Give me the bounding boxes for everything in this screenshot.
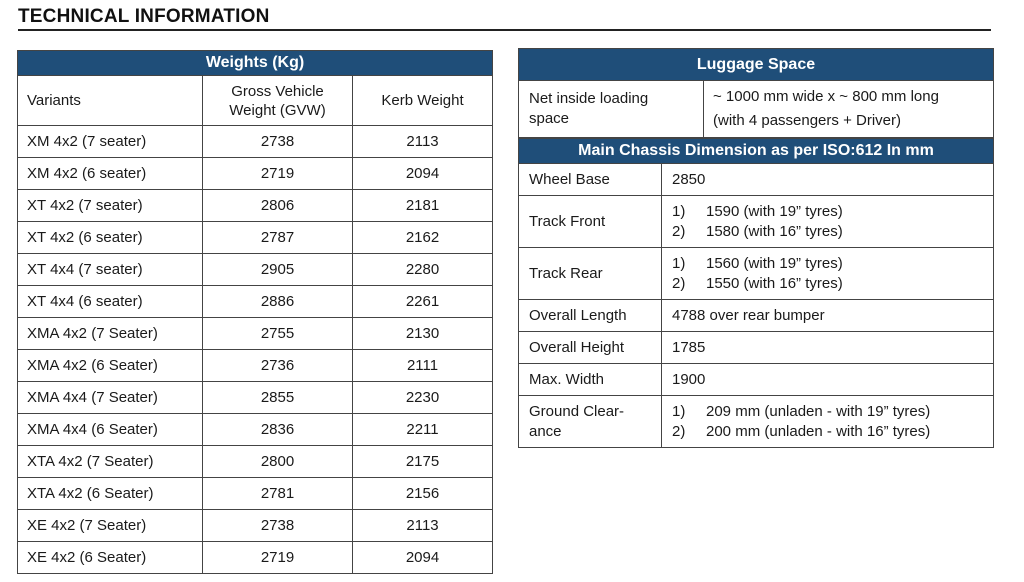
luggage-value-line2: (with 4 passengers + Driver)	[713, 112, 901, 129]
ground-clearance-label-line2: ance	[529, 422, 562, 440]
list-item	[672, 402, 993, 422]
gvw-cell: 2719	[203, 158, 353, 190]
table-row	[519, 396, 994, 448]
ground-clearance-label	[519, 396, 662, 448]
table-row	[18, 286, 493, 318]
gvw-cell: 2855	[203, 382, 353, 414]
column-header-gvw	[203, 76, 353, 126]
table-row	[18, 126, 493, 158]
item-text: 200 mm (unladen - with 16” tyres)	[706, 422, 931, 440]
gvw-cell: 2806	[203, 190, 353, 222]
kerb-weight-cell: 2113	[353, 126, 493, 158]
kerb-weight-cell: 2156	[353, 478, 493, 510]
wheel-base-label: Wheel Base	[519, 164, 662, 196]
weights-table	[17, 50, 493, 574]
chassis-table-header: Main Chassis Dimension as per ISO:612 In mm	[519, 139, 994, 164]
column-header-gvw-line1: Gross Vehicle	[231, 82, 324, 100]
list-item	[672, 254, 993, 274]
wheel-base-value: 2850	[662, 164, 994, 196]
luggage-value	[704, 81, 994, 138]
weights-table-header: Weights (Kg)	[18, 51, 493, 76]
item-text: 1590 (with 19” tyres)	[706, 202, 843, 220]
column-header-variants: Variants	[18, 76, 203, 126]
kerb-weight-cell: 2113	[353, 510, 493, 542]
luggage-value-line1: ~ 1000 mm wide x ~ 800 mm long	[713, 88, 939, 105]
item-text: 209 mm (unladen - with 19” tyres)	[706, 402, 931, 420]
gvw-cell: 2781	[203, 478, 353, 510]
table-row	[519, 196, 994, 248]
kerb-weight-cell: 2280	[353, 254, 493, 286]
variant-cell: XT 4x2 (6 seater)	[18, 222, 203, 254]
variant-cell: XT 4x2 (7 seater)	[18, 190, 203, 222]
gvw-cell: 2800	[203, 446, 353, 478]
list-item	[672, 422, 993, 442]
gvw-cell: 2738	[203, 510, 353, 542]
gvw-cell: 2886	[203, 286, 353, 318]
luggage-table-header: Luggage Space	[519, 49, 994, 81]
kerb-weight-cell: 2130	[353, 318, 493, 350]
item-text: 1580 (with 16” tyres)	[706, 222, 843, 240]
variant-cell: XM 4x2 (7 seater)	[18, 126, 203, 158]
table-row	[18, 510, 493, 542]
ground-clearance-value	[662, 396, 994, 448]
variant-cell: XE 4x2 (7 Seater)	[18, 510, 203, 542]
overall-height-label: Overall Height	[519, 332, 662, 364]
kerb-weight-cell: 2094	[353, 158, 493, 190]
item-text: 1550 (with 16” tyres)	[706, 274, 843, 292]
item-number: 2)	[672, 422, 686, 440]
gvw-cell: 2736	[203, 350, 353, 382]
weights-table-body	[18, 126, 493, 574]
gvw-cell: 2738	[203, 126, 353, 158]
variant-cell: XMA 4x2 (7 Seater)	[18, 318, 203, 350]
gvw-cell: 2905	[203, 254, 353, 286]
variant-cell: XMA 4x4 (6 Seater)	[18, 414, 203, 446]
luggage-label-line1: Net inside loading	[529, 90, 649, 107]
table-row	[519, 300, 994, 332]
page-title: TECHNICAL INFORMATION	[18, 6, 270, 27]
item-number: 1)	[672, 402, 686, 420]
kerb-weight-cell: 2094	[353, 542, 493, 574]
list-item	[672, 222, 993, 242]
ground-clearance-label-line1: Ground Clear-	[529, 402, 625, 420]
track-rear-label: Track Rear	[519, 248, 662, 300]
table-row	[18, 158, 493, 190]
chassis-dimension-table	[518, 138, 994, 448]
item-number: 2)	[672, 222, 686, 240]
table-row	[18, 254, 493, 286]
gvw-cell: 2787	[203, 222, 353, 254]
table-row	[18, 478, 493, 510]
table-row	[18, 414, 493, 446]
overall-height-value: 1785	[662, 332, 994, 364]
column-header-kerb-weight: Kerb Weight	[353, 76, 493, 126]
table-row	[519, 164, 994, 196]
variant-cell: XTA 4x2 (7 Seater)	[18, 446, 203, 478]
kerb-weight-cell: 2261	[353, 286, 493, 318]
overall-length-value: 4788 over rear bumper	[662, 300, 994, 332]
gvw-cell: 2836	[203, 414, 353, 446]
kerb-weight-cell: 2181	[353, 190, 493, 222]
variant-cell: XM 4x2 (6 seater)	[18, 158, 203, 190]
title-divider	[18, 29, 991, 31]
table-row	[18, 318, 493, 350]
variant-cell: XTA 4x2 (6 Seater)	[18, 478, 203, 510]
track-rear-value	[662, 248, 994, 300]
variant-cell: XT 4x4 (6 seater)	[18, 286, 203, 318]
gvw-cell: 2719	[203, 542, 353, 574]
variant-cell: XMA 4x2 (6 Seater)	[18, 350, 203, 382]
item-number: 1)	[672, 254, 686, 272]
variant-cell: XT 4x4 (7 seater)	[18, 254, 203, 286]
luggage-table	[518, 48, 994, 138]
max-width-value: 1900	[662, 364, 994, 396]
table-row	[519, 248, 994, 300]
track-front-value	[662, 196, 994, 248]
table-row	[18, 382, 493, 414]
table-row	[18, 190, 493, 222]
gvw-cell: 2755	[203, 318, 353, 350]
table-row	[18, 350, 493, 382]
kerb-weight-cell: 2211	[353, 414, 493, 446]
max-width-label: Max. Width	[519, 364, 662, 396]
variant-cell: XE 4x2 (6 Seater)	[18, 542, 203, 574]
item-number: 2)	[672, 274, 686, 292]
kerb-weight-cell: 2175	[353, 446, 493, 478]
table-row	[519, 364, 994, 396]
kerb-weight-cell: 2111	[353, 350, 493, 382]
item-text: 1560 (with 19” tyres)	[706, 254, 843, 272]
kerb-weight-cell: 2162	[353, 222, 493, 254]
luggage-label-line2: space	[529, 110, 570, 127]
column-header-gvw-line2: Weight (GVW)	[229, 101, 326, 119]
track-front-label: Track Front	[519, 196, 662, 248]
overall-length-label: Overall Length	[519, 300, 662, 332]
table-row	[519, 332, 994, 364]
table-row	[18, 446, 493, 478]
luggage-label	[519, 81, 704, 138]
item-number: 1)	[672, 202, 686, 220]
list-item	[672, 202, 993, 222]
table-row	[18, 542, 493, 574]
kerb-weight-cell: 2230	[353, 382, 493, 414]
variant-cell: XMA 4x4 (7 Seater)	[18, 382, 203, 414]
list-item	[672, 274, 993, 294]
table-row	[18, 222, 493, 254]
